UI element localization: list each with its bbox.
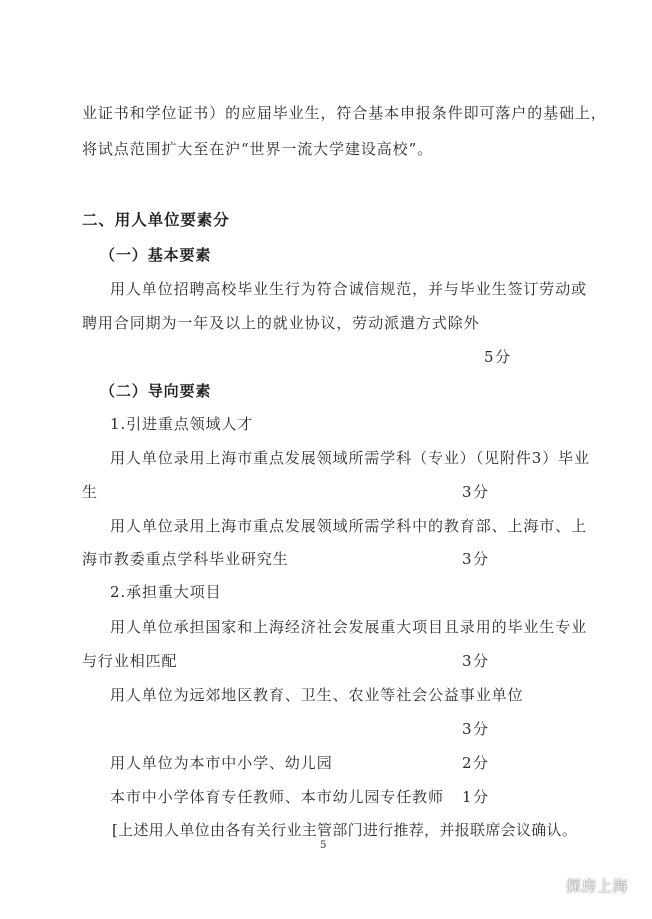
item-2-b-line-1: 用人单位为远郊地区教育、卫生、农业等社会公益事业单位: [110, 686, 524, 704]
item-1-b-line-2: 海市教委重点学科毕业研究生: [82, 550, 289, 568]
item-2-b-score: 3分: [462, 720, 490, 738]
note-text: [上述用人单位由各有关行业主管部门进行推荐，并报联席会议确认。: [112, 821, 578, 839]
subsection-1-title: （一）基本要素: [100, 246, 212, 264]
page-number: 5: [320, 840, 327, 851]
item-1-b-score: 3分: [462, 550, 490, 568]
item-1-a-line-1: 用人单位录用上海市重点发展领域所需学科（专业）（见附件3）毕业: [110, 449, 590, 467]
watermark: [532, 873, 628, 897]
item-2-a-score: 3分: [462, 652, 490, 670]
paragraph-1-line-1: 业证书和学位证书）的应届毕业生，符合基本申报条件即可落户的基础上，: [82, 104, 607, 122]
item-2-a-line-1: 用人单位承担国家和上海经济社会发展重大项目且录用的毕业生专业: [110, 618, 588, 636]
basic-line-2: 聘用合同期为一年及以上的就业协议，劳动派遣方式除外: [82, 314, 480, 332]
item-2-c-line-1: 用人单位为本市中小学、幼儿园: [110, 754, 333, 772]
item-1-a-score: 3分: [462, 483, 490, 501]
item-2-c-score: 2分: [462, 754, 490, 772]
item-2-d-line-1: 本市中小学体育专任教师、本市幼儿园专任教师: [110, 788, 444, 806]
item-1-a-line-2: 生: [82, 483, 98, 501]
item-2-title: 2.承担重大项目: [110, 583, 222, 601]
basic-score: 5分: [484, 348, 512, 366]
subsection-2-title: （二）导向要素: [100, 382, 212, 400]
basic-line-1: 用人单位招聘高校毕业生行为符合诚信规范，并与毕业生签订劳动或: [110, 280, 588, 298]
section-2-title: 二、用人单位要素分: [82, 210, 230, 229]
item-1-b-line-1: 用人单位录用上海市重点发展领域所需学科中的教育部、上海市、上: [110, 517, 588, 535]
paragraph-1-line-2: 将试点范围扩大至在沪“世界一流大学建设高校”。: [82, 140, 434, 158]
watermark-text: 探房上海: [565, 876, 628, 895]
item-1-title: 1.引进重点领域人才: [110, 415, 254, 433]
item-2-a-line-2: 与行业相匹配: [82, 652, 178, 670]
item-2-d-score: 1分: [462, 788, 490, 806]
wechat-icon: [532, 873, 560, 897]
